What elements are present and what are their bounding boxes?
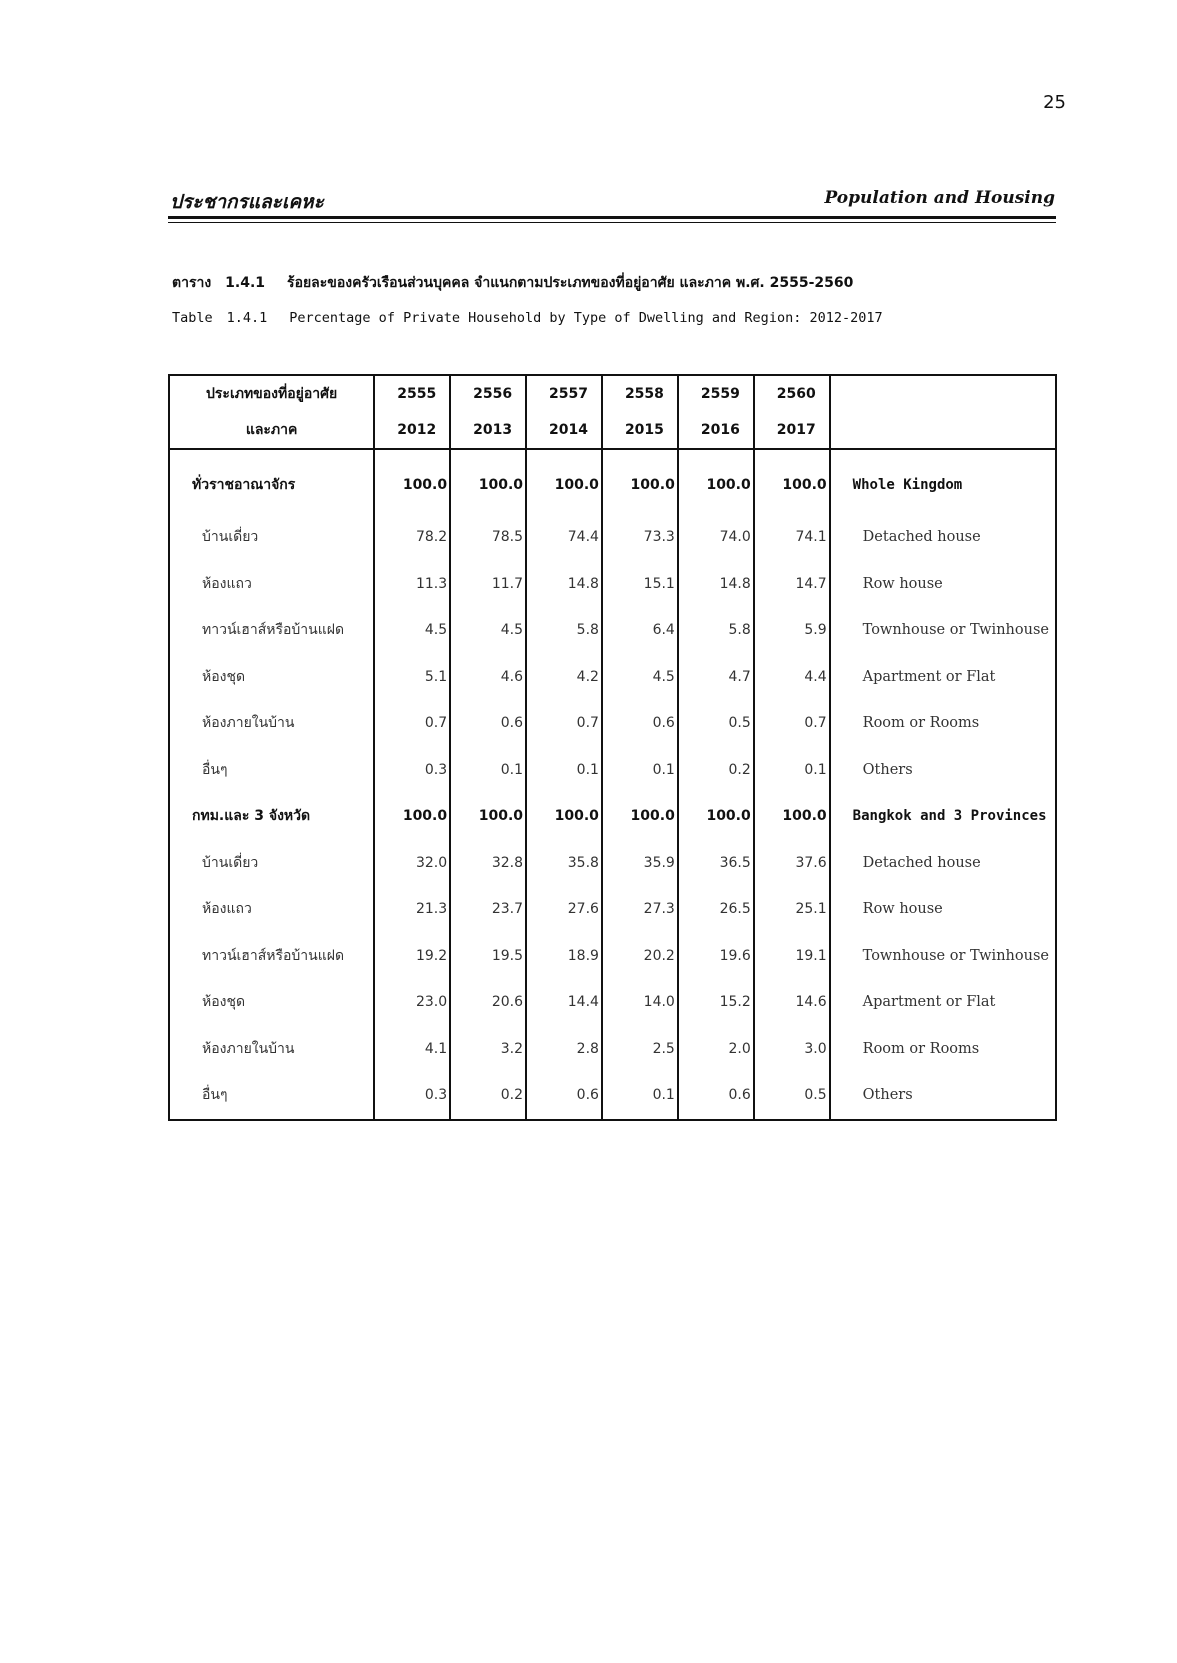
- header-english-blank: [830, 375, 1056, 412]
- table-row: [169, 840, 1056, 887]
- row-label-thai: ห้องชุด: [169, 654, 374, 701]
- table-row: [169, 979, 1056, 1026]
- header-year-be: 2559: [678, 375, 754, 412]
- header-year-ce: 2013: [450, 412, 526, 449]
- group-value-cell: 100.0: [678, 793, 754, 840]
- value-cell: 20.2: [602, 933, 678, 980]
- table-group-row: [169, 449, 1056, 514]
- table-row: [169, 933, 1056, 980]
- value-cell: 32.8: [450, 840, 526, 887]
- value-cell: 18.9: [526, 933, 602, 980]
- header-year-ce: 2016: [678, 412, 754, 449]
- value-cell: 19.5: [450, 933, 526, 980]
- table-number-english: 1.4.1: [226, 310, 268, 326]
- row-label-thai: ทาวน์เฮาส์หรือบ้านแฝด: [169, 933, 374, 980]
- header-english-blank: [830, 412, 1056, 449]
- value-cell: 11.3: [374, 561, 450, 608]
- table-title-thai-text: ร้อยละของครัวเรือนส่วนบุคคล จำแนกตามประเภทของที่อยู่อาศัย และภาค พ.ศ. 2555-2560: [287, 275, 854, 291]
- table-group-row: [169, 793, 1056, 840]
- value-cell: 4.1: [374, 1026, 450, 1073]
- group-value-cell: 100.0: [526, 793, 602, 840]
- value-cell: 37.6: [754, 840, 830, 887]
- header-year-be: 2556: [450, 375, 526, 412]
- value-cell: 23.0: [374, 979, 450, 1026]
- value-cell: 0.5: [754, 1072, 830, 1120]
- group-value-cell: 100.0: [602, 449, 678, 514]
- header-rule-thin: [168, 222, 1056, 223]
- table-title-english-prefix: Table: [172, 310, 213, 326]
- value-cell: 15.2: [678, 979, 754, 1026]
- value-cell: 4.5: [602, 654, 678, 701]
- value-cell: 0.5: [678, 700, 754, 747]
- value-cell: 5.9: [754, 607, 830, 654]
- value-cell: 2.8: [526, 1026, 602, 1073]
- value-cell: 74.1: [754, 514, 830, 561]
- value-cell: 0.3: [374, 1072, 450, 1120]
- value-cell: 0.1: [450, 747, 526, 794]
- table-number-thai: 1.4.1: [225, 275, 266, 291]
- table-row: [169, 700, 1056, 747]
- value-cell: 5.1: [374, 654, 450, 701]
- row-label-english: Apartment or Flat: [862, 668, 996, 685]
- value-cell: 19.2: [374, 933, 450, 980]
- value-cell: 3.0: [754, 1026, 830, 1073]
- row-label-english: Others: [862, 1087, 913, 1104]
- value-cell: 14.6: [754, 979, 830, 1026]
- row-label-thai: ห้องชุด: [169, 979, 374, 1026]
- value-cell: 4.7: [678, 654, 754, 701]
- row-label-english: Row house: [862, 575, 943, 592]
- group-value-cell: 100.0: [602, 793, 678, 840]
- value-cell: 0.6: [678, 1072, 754, 1120]
- row-label-thai: บ้านเดี่ยว: [169, 840, 374, 887]
- row-label-thai: ทาวน์เฮาส์หรือบ้านแฝด: [169, 607, 374, 654]
- row-label-english: Room or Rooms: [862, 1040, 980, 1057]
- group-value-cell: 100.0: [450, 449, 526, 514]
- group-value-cell: 100.0: [450, 793, 526, 840]
- table-row: [169, 1072, 1056, 1120]
- value-cell: 4.4: [754, 654, 830, 701]
- table-title-english-text: Percentage of Private Household by Type of Dwelling and Region: 2012-2017: [289, 310, 883, 326]
- row-label-thai: อื่นๆ: [169, 747, 374, 794]
- row-label-thai: ห้องภายในบ้าน: [169, 1026, 374, 1073]
- header-year-be: 2558: [602, 375, 678, 412]
- header-year-be: 2557: [526, 375, 602, 412]
- value-cell: 6.4: [602, 607, 678, 654]
- value-cell: 36.5: [678, 840, 754, 887]
- table-row: [169, 747, 1056, 794]
- row-label-english: Row house: [862, 901, 943, 918]
- table-header: [169, 375, 1056, 449]
- group-label-english: Whole Kingdom: [852, 477, 963, 493]
- value-cell: 4.6: [450, 654, 526, 701]
- group-value-cell: 100.0: [754, 449, 830, 514]
- row-label-thai: ห้องแถว: [169, 561, 374, 608]
- section-title-thai: ประชากรและเคหะ: [170, 191, 324, 213]
- header-year-be: 2560: [754, 375, 830, 412]
- table-row: [169, 607, 1056, 654]
- value-cell: 27.6: [526, 886, 602, 933]
- value-cell: 0.7: [374, 700, 450, 747]
- value-cell: 15.1: [602, 561, 678, 608]
- value-cell: 0.1: [526, 747, 602, 794]
- value-cell: 5.8: [678, 607, 754, 654]
- value-cell: 4.5: [450, 607, 526, 654]
- value-cell: 26.5: [678, 886, 754, 933]
- value-cell: 5.8: [526, 607, 602, 654]
- value-cell: 2.0: [678, 1026, 754, 1073]
- row-label-thai: ห้องแถว: [169, 886, 374, 933]
- section-title-english: Population and Housing: [824, 188, 1055, 208]
- group-value-cell: 100.0: [754, 793, 830, 840]
- value-cell: 2.5: [602, 1026, 678, 1073]
- table-title-english: [172, 310, 883, 326]
- row-label-english: Townhouse or Twinhouse: [862, 947, 1049, 964]
- table-row: [169, 561, 1056, 608]
- table-body: [169, 449, 1056, 1120]
- value-cell: 3.2: [450, 1026, 526, 1073]
- row-label-thai: อื่นๆ: [169, 1072, 374, 1120]
- value-cell: 23.7: [450, 886, 526, 933]
- table-row: [169, 654, 1056, 701]
- value-cell: 35.9: [602, 840, 678, 887]
- value-cell: 0.6: [450, 700, 526, 747]
- table-title-thai-prefix: ตาราง: [172, 275, 212, 291]
- value-cell: 0.6: [526, 1072, 602, 1120]
- value-cell: 14.7: [754, 561, 830, 608]
- value-cell: 14.8: [526, 561, 602, 608]
- value-cell: 11.7: [450, 561, 526, 608]
- value-cell: 35.8: [526, 840, 602, 887]
- value-cell: 14.4: [526, 979, 602, 1026]
- group-value-cell: 100.0: [678, 449, 754, 514]
- value-cell: 74.0: [678, 514, 754, 561]
- value-cell: 78.2: [374, 514, 450, 561]
- row-label-english: Others: [862, 761, 913, 778]
- value-cell: 73.3: [602, 514, 678, 561]
- value-cell: 0.1: [602, 1072, 678, 1120]
- value-cell: 74.4: [526, 514, 602, 561]
- header-year-be: 2555: [374, 375, 450, 412]
- header-label-line1: ประเภทของที่อยู่อาศัย: [169, 375, 374, 412]
- table-row: [169, 514, 1056, 561]
- row-label-english: Apartment or Flat: [862, 994, 996, 1011]
- value-cell: 4.2: [526, 654, 602, 701]
- value-cell: 21.3: [374, 886, 450, 933]
- value-cell: 0.7: [754, 700, 830, 747]
- header-rule-thick: [168, 216, 1056, 219]
- value-cell: 0.1: [754, 747, 830, 794]
- group-value-cell: 100.0: [374, 449, 450, 514]
- value-cell: 25.1: [754, 886, 830, 933]
- value-cell: 14.8: [678, 561, 754, 608]
- table-title-thai: [172, 272, 853, 294]
- header-year-ce: 2014: [526, 412, 602, 449]
- group-label-english: Bangkok and 3 Provinces: [852, 808, 1047, 825]
- header-label-line2: และภาค: [169, 412, 374, 449]
- table-row: [169, 886, 1056, 933]
- value-cell: 4.5: [374, 607, 450, 654]
- value-cell: 0.1: [602, 747, 678, 794]
- value-cell: 0.6: [602, 700, 678, 747]
- value-cell: 0.2: [678, 747, 754, 794]
- page-number: 25: [1043, 92, 1066, 113]
- value-cell: 14.0: [602, 979, 678, 1026]
- header-year-ce: 2012: [374, 412, 450, 449]
- value-cell: 0.7: [526, 700, 602, 747]
- row-label-english: Detached house: [862, 529, 981, 546]
- value-cell: 78.5: [450, 514, 526, 561]
- row-label-english: Townhouse or Twinhouse: [862, 622, 1049, 639]
- group-value-cell: 100.0: [374, 793, 450, 840]
- value-cell: 0.3: [374, 747, 450, 794]
- table-row: [169, 1026, 1056, 1073]
- value-cell: 32.0: [374, 840, 450, 887]
- value-cell: 0.2: [450, 1072, 526, 1120]
- dwelling-table: [168, 374, 1057, 1121]
- row-label-thai: ห้องภายในบ้าน: [169, 700, 374, 747]
- header-year-ce: 2017: [754, 412, 830, 449]
- value-cell: 20.6: [450, 979, 526, 1026]
- row-label-thai: บ้านเดี่ยว: [169, 514, 374, 561]
- group-label-thai: ทั่วราชอาณาจักร: [169, 449, 374, 514]
- value-cell: 27.3: [602, 886, 678, 933]
- row-label-english: Room or Rooms: [862, 715, 980, 732]
- header-year-ce: 2015: [602, 412, 678, 449]
- value-cell: 19.6: [678, 933, 754, 980]
- group-value-cell: 100.0: [526, 449, 602, 514]
- value-cell: 19.1: [754, 933, 830, 980]
- row-label-english: Detached house: [862, 854, 981, 871]
- group-label-thai: กทม.และ 3 จังหวัด: [169, 793, 374, 840]
